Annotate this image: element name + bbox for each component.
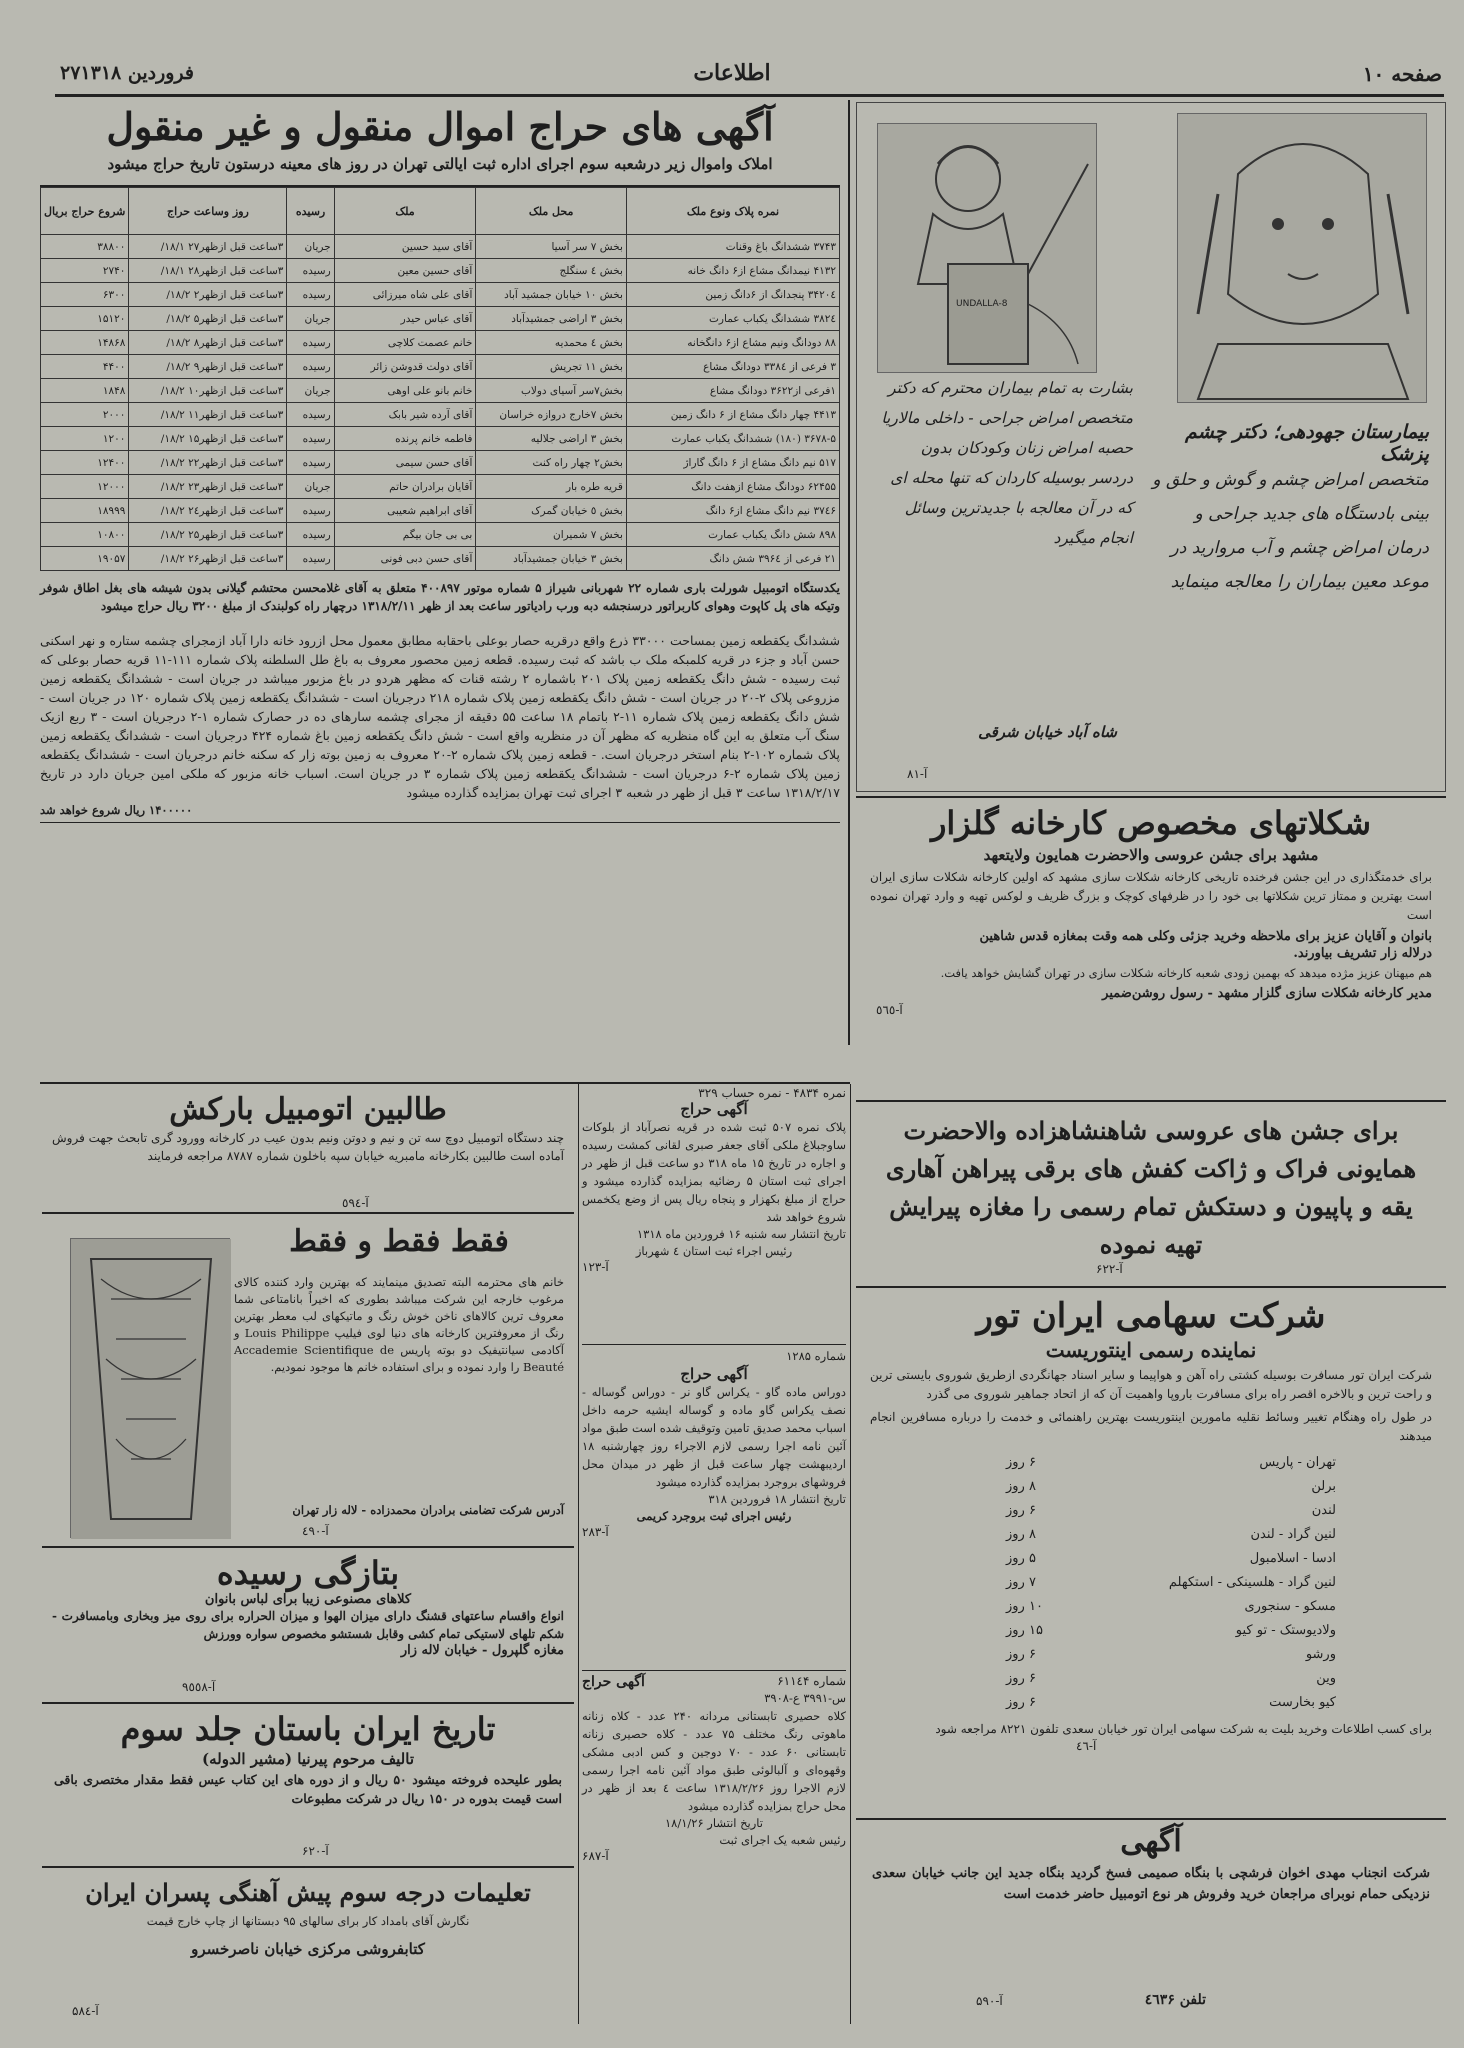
cell-price: ۳۸۸۰۰ — [41, 235, 129, 259]
auction-6114-title: آگهی حراج — [582, 1674, 645, 1690]
auction-row — [41, 547, 840, 571]
cell-location: بخش ۷ شمیران — [476, 523, 627, 547]
cell-owner: فاطمه خانم پرنده — [334, 427, 476, 451]
route-list — [1006, 1450, 1336, 1714]
route-row — [1006, 1690, 1336, 1714]
cell-plate: ۵۱۷ نیم دانگ مشاع از ۶ دانگ گاراژ — [626, 451, 839, 475]
cell-date: ۳ساعت قبل ازظهر۲ ۱۸/۲/ — [129, 283, 287, 307]
auction-329 — [582, 1086, 846, 1342]
route-days: ۷ روز — [1006, 1574, 1036, 1590]
route-days: ۶ روز — [1006, 1502, 1036, 1518]
cell-location: بخش ۳ اراضی جلالیه — [476, 427, 627, 451]
cell-price: ۶۳۰۰ — [41, 283, 129, 307]
wedding-ad — [856, 1100, 1446, 1282]
cell-plate: ۳۷٤۶ نیم دانگ مشاع از۶ دانگ — [626, 499, 839, 523]
cell-date: ۳ساعت قبل ازظهر۲۸ ۱۸/۱/ — [129, 259, 287, 283]
chocolate-line3: درلاله زار تشریف بیاورند. — [1293, 946, 1432, 961]
chocolate-ad — [856, 796, 1446, 1096]
cell-status: رسیده — [287, 523, 334, 547]
cell-location: بخش۲ چهار راه کنت — [476, 451, 627, 475]
auction-row — [41, 355, 840, 379]
cell-owner: آقای حسن دبی فونی — [334, 547, 476, 571]
cell-status: رسیده — [287, 283, 334, 307]
auction-6114-date: تاریخ انتشار ۱۸/۱/۲۶ — [664, 1816, 764, 1830]
cell-owner: خانم بانو علی اوهی — [334, 379, 476, 403]
cell-price: ۱۸۴۸ — [41, 379, 129, 403]
auction-row — [41, 451, 840, 475]
col-price: شروع حراج بریال — [41, 188, 129, 235]
auction-row — [41, 523, 840, 547]
cell-date: ۳ساعت قبل ازظهر۵ ۱۸/۲/ — [129, 307, 287, 331]
route-row — [1006, 1642, 1336, 1666]
route-row — [1006, 1666, 1336, 1690]
cell-location: بخش ۳ خیابان جمشیدآباد — [476, 547, 627, 571]
route-days: ۱۰ روز — [1006, 1598, 1043, 1614]
cell-plate: ۴۱۳۲ نیمدانگ مشاع از۶ دانگ خانه — [626, 259, 839, 283]
fashion-line2: انواع واقسام ساعتهای قشنگ دارای میزان الهوا و میزان الحراره برای روی میز وبخاری وبامسافرت - شکم تلهای لاستیکی تمام کشی وقابل شستشو مخصوص سواره وورزش — [52, 1609, 564, 1641]
woman-device-illustration — [877, 123, 1097, 373]
route-days: ۶ روز — [1006, 1454, 1036, 1470]
auction-table-wrap — [40, 185, 840, 571]
cell-plate: ۳۶۷۸-۵ (۱۸۰) ششدانگ یکباب عمارت — [626, 427, 839, 451]
cell-price: ۱۴۸۶۸ — [41, 331, 129, 355]
auction-row — [41, 235, 840, 259]
route-row — [1006, 1522, 1336, 1546]
auction-table-body — [41, 235, 840, 571]
cell-plate: ۱فرعی از۳۶۲۲ دودانگ مشاع — [626, 379, 839, 403]
hospital-heading: بیمارستان جهودهی؛ دکتر چشم پزشک — [1185, 421, 1429, 465]
auction-329-body: پلاک نمره ۵۰۷ ثبت شده در قریه نصرآباد از بلوکات ساوجبلاغ ملکی آقای جعفر صبری لقانی کمشت رسیده و اجاره در تاریخ ۱۵ ماه ۳۱۸ دو ساعت قبل از ظهر در اجرای ثبت استان ۵ رضائیه بمزایده گذارده میشود و حراج از مبلغ بکهزار و پنجاه ریال پس از وضع یکخمس شروع خواهد شد — [582, 1120, 847, 1224]
col-location: محل ملک — [476, 188, 627, 235]
route-days: ۵ روز — [1006, 1550, 1036, 1566]
scout-book-title: تعلیمات درجه سوم پیش آهنگی پسران ایران — [85, 1878, 531, 1907]
col-date: روز وساعت حراج — [129, 188, 287, 235]
route-name: کیو بخارست — [1269, 1694, 1336, 1710]
cell-price: ۱۰۸۰۰ — [41, 523, 129, 547]
auction-329-num: نمره ۴۸۳۴ - نمره حساب ۳۲۹ — [698, 1086, 846, 1100]
fashion-ad-code: آ-٩٥٥٨ — [182, 1680, 216, 1694]
cell-location: بخش ٤ سنگلج — [476, 259, 627, 283]
device-label: UNDALLA-8 — [956, 299, 1008, 309]
cell-price: ۱۲۴۰۰ — [41, 451, 129, 475]
cell-status: رسیده — [287, 403, 334, 427]
route-name: مسکو - سنجوری — [1244, 1598, 1336, 1614]
auction-6114-body: کلاه حصیری تابستانی مردانه ۲۴۰ عدد - کلاه زنانه ماهوتی رنگ مختلف ۷۵ عدد - کلاه حصیری زنانه تابستانی ۶۰ عدد - ۷۰ دوجین و کس ادبی مشکی وقهوه‌ای و آلبالوئی طبق مواد آئین نامه اجرا رسمی لازم الاجرا روز ۱۳۱۸/۲/۲۶ ساعت ٤ بعد از ظهر در محل حراج بمزایده گذارده میشود — [582, 1709, 847, 1813]
land-auction-note: ششدانگ یکقطعه زمین بمساحت ۳۳۰۰۰ ذرع واقع درقریه حصار بوعلی باحقابه مطابق معمول محل ازرود خانه دارا آباد ازمجرای چشمه ستاره و نهر اسکنی حسن آباد و جزء در قریه کلمبکه ملک ب باشد که ثبت رسیده. قطعه زمین محصور معروف به باغ طل السلطنه پلاک شماره ۱۱۱-۱۱ قریه حصار بوعلی که ثبت رسیده - شش دانگ یکقطعه زمین پلاک ۲۰۱ باشماره ۲ رشته قنات که مظهر هردو در باغ مزبور میباشد در جریان است - ششدانگ یکقطعه زمین مزروعی پلاک ۲-۲۰ در جریان است - شش دانگ یکقطعه زمین پلاک شماره ۲۱۸ درجریان است - ششدانگ یکقطعه زمین پلاک شماره ۱۲۰ در جریان است - شش دانگ یکقطعه زمین پلاک شماره ۱۱-۲ باتمام ۱۸ ساعت ۵۵ دقیقه از مجرای چشمه سارهای ده در حصارک شماره ۱-۲ درجریان است - ۳ ربع ازیک سنگ آب متعلق به این گاه منظریه که مظهر آن در منظریه واقع است - شش دانگ یکقطعه زمین باغ شماره ۴۲۴ درجریان است - ششدانگ یکقطعه زمین پلاک شماره ۱۰۲-۲ بنام استخر درجریان است. - قطعه زمین پلاک شماره ۲-۲۰ معروف به زمین بوته زار که سکنه خانم درجریان است - ششدانگ یکقطعه زمین پلاک شماره ۲-۶ درجریان است - ششدانگ یکقطعه زمین پلاک شماره ۳ در جریان است. اسباب خانه مزبور که ملکی امین جریان دارد در تاریخ ۱۳۱۸/۲/۱۷ ساعت ۳ قبل از ظهر در شعبه ۳ اجرای ثبت تهران بمزایده گذارده میشود — [40, 633, 841, 800]
truck-title: طالبین اتومبیل بارکش — [169, 1092, 447, 1127]
land-total: ۱۴۰۰۰۰۰ ریال شروع خواهد شد — [40, 803, 193, 817]
cell-price: ۱۸۹۹۹ — [41, 499, 129, 523]
cell-plate: ۸۹۸ شش دانگ یکباب عمارت — [626, 523, 839, 547]
route-name: لندن — [1311, 1502, 1336, 1518]
cell-date: ۳ساعت قبل ازظهر۱۵ ۱۸/۲/ — [129, 427, 287, 451]
route-name: لنین گراد - لندن — [1250, 1526, 1336, 1542]
cell-location: بخش۷سر آسیای دولاب — [476, 379, 627, 403]
cell-plate: ۳۷۴۳ ششدانگ باغ وقنات — [626, 235, 839, 259]
auction-6114-code: آ-۶۸۷ — [582, 1849, 609, 1863]
auction-6114-num: شماره ۶۱۱٤۴ — [777, 1674, 846, 1688]
cell-status: رسیده — [287, 451, 334, 475]
auction-128 — [582, 1348, 846, 1668]
fashion-ad — [42, 1546, 574, 1700]
route-days: ۶ روز — [1006, 1646, 1036, 1662]
route-days: ۱۵ روز — [1006, 1622, 1043, 1638]
col-owner: ملک — [334, 188, 476, 235]
cell-location: بخش ۷خارج دروازه خراسان — [476, 403, 627, 427]
scout-book-address: کتابفروشی مرکزی خیابان ناصرخسرو — [191, 1940, 425, 1958]
cell-status: رسیده — [287, 547, 334, 571]
cell-date: ۳ساعت قبل ازظهر۲۶ ۱۸/۲/ — [129, 547, 287, 571]
scout-book-ad — [42, 1866, 574, 2026]
auction-128-title: آگهی حراج — [680, 1365, 748, 1383]
page-number: صفحه ۱۰ — [1362, 62, 1442, 86]
cell-status: رسیده — [287, 355, 334, 379]
column-rule-bottom-right — [850, 1084, 851, 2024]
auction-row — [41, 499, 840, 523]
middle-divider-1 — [582, 1344, 846, 1345]
cosmetic-address: آدرس شرکت تضامنی برادران محمدزاده - لاله زار تهران — [292, 1503, 564, 1517]
cell-owner: آقای حسین معین — [334, 259, 476, 283]
notice-code: آ-۵۹۰ — [976, 1994, 1003, 2008]
auction-row — [41, 259, 840, 283]
route-row — [1006, 1618, 1336, 1642]
iran-tour-intro: در طول راه وهنگام تغییر وسائط نقلیه مامورین اینتوریست بهترین راهنمائی و خدمت را درباره مسافرین انجام میدهند — [870, 1410, 1432, 1443]
cell-location: بخش ۳ اراضی جمشیدآباد — [476, 307, 627, 331]
cell-price: ۲۰۰۰ — [41, 403, 129, 427]
cell-date: ۳ساعت قبل ازظهر۲۷ ۱۸/۱/ — [129, 235, 287, 259]
chocolate-title: شکلاتهای مخصوص کارخانه گلزار — [930, 804, 1372, 842]
scout-book-body: نگارش آقای بامداد کار برای سالهای ۹۵ دبستانها از چاپ خارج قیمت — [146, 1914, 470, 1928]
auction-subtitle: املاک واموال زیر درشعبه سوم اجرای اداره ثبت ایالتی تهران در روز های معینه درستون تاریخ حراج میشود — [107, 155, 773, 173]
auction-6114 — [582, 1674, 846, 2024]
iran-tour-ad — [856, 1286, 1446, 1814]
auction-row — [41, 379, 840, 403]
fashion-address: مغازه گلپرول - خیابان لاله زار — [400, 1643, 564, 1658]
hospital-ad-code: آ-۸۱ — [907, 767, 928, 781]
cell-plate: ۴۴۱۳ چهار دانگ مشاع از ۶ دانگ زمین — [626, 403, 839, 427]
notice-body: شرکت انجناب مهدی اخوان فرشچی با بنگاه صمیمی فسخ گردید بنگاه جدید این جانب خیابان سعدی نزدیکی حمام نوبرای مراجعان خرید وفروش هر نوع اتومبیل حاضر خدمت است — [872, 1866, 1430, 1902]
auction-table — [40, 187, 840, 571]
patient-head-svg — [1178, 114, 1428, 404]
route-row — [1006, 1450, 1336, 1474]
auction-row — [41, 475, 840, 499]
cell-status: جریان — [287, 235, 334, 259]
hospital-ad — [856, 102, 1446, 792]
auction-329-sign: رئیس اجراء ثبت استان ٤ شهرباز — [635, 1244, 793, 1258]
cell-location: بخش ۱۱ تجریش — [476, 355, 627, 379]
auction-header-row — [41, 188, 840, 235]
issue-date: ۲۷فروردین ۱۳۱۸ — [60, 62, 194, 84]
route-days: ۸ روز — [1006, 1526, 1036, 1542]
cell-location: قریه طره بار — [476, 475, 627, 499]
hospital-address: شاه آباد خیابان شرقی — [978, 723, 1117, 741]
scout-book-code: آ-۵۸٤ — [72, 2004, 99, 2018]
middle-divider-2 — [582, 1670, 846, 1671]
route-row — [1006, 1546, 1336, 1570]
history-book-body: بطور علیحده فروخته میشود ۵۰ ریال و از دوره های این کتاب عیس فقط مقدار مختصری باقی است قیمت بدوره در ۱۵۰ ریال در شرکت مطبوعات — [54, 1772, 562, 1806]
cell-price: ۱۹۰۵۷ — [41, 547, 129, 571]
column-rule-bottom-left — [578, 1084, 579, 2024]
route-row — [1006, 1474, 1336, 1498]
divider — [40, 822, 840, 823]
route-name: تهران - پاریس — [1259, 1454, 1336, 1470]
cell-status: جریان — [287, 475, 334, 499]
cell-price: ۱۲۰۰ — [41, 427, 129, 451]
lace-svg — [71, 1239, 231, 1539]
notice-title: آگهی — [1120, 1824, 1182, 1859]
auction-row — [41, 403, 840, 427]
iran-tour-title: شرکت سهامی ایران تور — [976, 1296, 1326, 1336]
auction-row — [41, 427, 840, 451]
cell-date: ۳ساعت قبل ازظهر۲۲ ۱۸/۲/ — [129, 451, 287, 475]
route-days: ۶ روز — [1006, 1670, 1036, 1686]
cell-owner: خانم عصمت کلاچی — [334, 331, 476, 355]
cell-price: ۴۴۰۰ — [41, 355, 129, 379]
auction-329-title: آگهی حراج — [680, 1100, 748, 1118]
history-book-title: تاریخ ایران باستان جلد سوم — [120, 1710, 496, 1748]
cell-location: بخش ٤ محمدیه — [476, 331, 627, 355]
cell-status: رسیده — [287, 331, 334, 355]
cosmetic-body: خانم های محترمه البته تصدیق مینمایند که بهترین وارد کننده کالای مرغوب خارجه این شرکت میباشد بطوری که اخیراً بانامتاعی شما معروف ترین کالاهای ناخن خوش رنگ و ماتیکهای لب معطر بهترین رنگ از معروفترین کارخانه های دنیا لوی فیلیپ Louis Philippe و آکادمی سیانتیفیک دو بوته پاریس Accademie Scientifique de Beauté را وارد نموده و برای استفاده خانم ها موجود نمودیم. — [234, 1275, 564, 1374]
history-book-ad — [42, 1702, 574, 1862]
auction-128-date: تاریخ انتشار ۱۸ فروردین ۳۱۸ — [708, 1492, 846, 1506]
hospital-text-right: متخصص امراض چشم و گوش و حلق و بینی بادستگاه های جدید جراحی و درمان امراض چشم و آب مروارید در موعد معین بیماران را معالجه مینماید — [1152, 470, 1429, 592]
woman-device-svg — [878, 124, 1098, 374]
patient-head-illustration — [1177, 113, 1427, 403]
cell-date: ۳ساعت قبل ازظهر۲٤ ۱۸/۲/ — [129, 499, 287, 523]
auction-128-body: دوراس ماده گاو - یکراس گاو نر - دوراس گوساله - نصف یکراس گاو ماده و گوساله ایشیه حرمه داخل اسباب محمد صدیق تامین وتوقیف شده است طبق مواد آئین نامه اجرا رسمی لازم الاجراء روز چهارشنبه ۱۸ اردیبهشت چهار ساعت قبل از ظهر در میدان محل فروشهای بروجرد بمزایده گذارده میشود — [582, 1385, 846, 1489]
col-status: رسیده — [287, 188, 334, 235]
cell-owner: آقای دولت قدوشن زائر — [334, 355, 476, 379]
column-rule-top — [848, 100, 850, 1045]
cell-location: بخش ۷ سر آسیا — [476, 235, 627, 259]
cosmetic-title: فقط فقط و فقط — [289, 1224, 509, 1259]
masthead-rule — [55, 94, 1444, 97]
route-row — [1006, 1570, 1336, 1594]
cell-plate: ۲۱ فرعی از ۳۹۶٤ شش دانگ — [626, 547, 839, 571]
chocolate-ad-code: آ-٥٦٥ — [876, 1003, 903, 1017]
cell-owner: آقای علی شاه میرزائی — [334, 283, 476, 307]
route-name: ولادیوستک - تو کیو — [1235, 1622, 1336, 1638]
auction-128-code: آ-۲۸۳ — [582, 1525, 609, 1539]
wedding-text: برای جشن های عروسی شاهنشاهزاده والاحضرت همایونی فراک و ژاکت کفش های برقی پیراهن آهاری یقه و پاپیون و دستکش تمام رسمی را مغازه پیرایش تهیه نموده — [885, 1116, 1417, 1259]
cell-owner: آقای ابراهیم شعیبی — [334, 499, 476, 523]
cosmetic-ad-code: آ-٤٩٠ — [302, 1524, 329, 1538]
auction-section — [40, 100, 840, 1080]
iran-tour-code: آ-٤٦ — [1076, 1739, 1097, 1753]
route-days: ۶ روز — [1006, 1694, 1036, 1710]
route-name: لنین گراد - هلسینکی - استکهلم — [1168, 1574, 1336, 1590]
chocolate-body: برای خدمتگذاری در این جشن فرخنده تاریخی کارخانه شکلات سازی مشهد که اولین کارخانه شکلات سازی ایران است بهترین و ممتاز ترین شکلاتها بی خود را در ظرفهای کوچک و بزرگ ظریف و لوکس تهیه و وارد تهران نموده است — [870, 870, 1432, 922]
truck-ad-code: آ-٥٩٤ — [342, 1196, 369, 1210]
auction-row — [41, 307, 840, 331]
cell-status: رسیده — [287, 499, 334, 523]
cell-plate: ۳ فرعی از ۳۳۸٤ دودانگ مشاع — [626, 355, 839, 379]
cell-status: جریان — [287, 379, 334, 403]
route-days: ۸ روز — [1006, 1478, 1036, 1494]
cosmetic-ad — [42, 1212, 574, 1542]
cell-status: رسیده — [287, 427, 334, 451]
cell-date: ۳ساعت قبل ازظهر۱۰ ۱۸/۲/ — [129, 379, 287, 403]
auction-row — [41, 283, 840, 307]
chocolate-signature: مدیر کارخانه شکلات سازی گلزار مشهد - رسول روشن‌ضمیر — [1102, 986, 1432, 1001]
truck-ad — [42, 1086, 574, 1210]
cell-owner: آقایان برادران حاتم — [334, 475, 476, 499]
route-name: برلن — [1311, 1478, 1336, 1494]
iran-tour-body: شرکت ایران تور مسافرت بوسیله کشتی راه آهن و هواپیما و سایر اسناد جهانگردی ازطریق شوروی بایستی ترین و راحت ترین و بالاخره اقصر راه برای مسافرت باروپا واهمیت آن که از اتحاد جماهیر شوروی می گذرد — [870, 1368, 1432, 1401]
auction-6114-sub: س-۳۹۹۱ ع-۳۹۰۸ — [764, 1691, 846, 1705]
cell-owner: آقای حسن سیمی — [334, 451, 476, 475]
cell-date: ۳ساعت قبل ازظهر۲۳ ۱۸/۲/ — [129, 475, 287, 499]
auction-329-date: تاریخ انتشار سه شنبه ۱۶ فروردین ماه ۱۳۱۸ — [637, 1227, 846, 1241]
cell-date: ۳ساعت قبل ازظهر۱۱ ۱۸/۲/ — [129, 403, 287, 427]
route-name: وین — [1316, 1670, 1336, 1686]
route-row — [1006, 1498, 1336, 1522]
history-book-author: تالیف مرحوم پیرنیا (مشیر الدوله) — [201, 1750, 414, 1768]
cell-plate: ۸۸ دودانگ ونیم مشاع از۶ دانگخانه — [626, 331, 839, 355]
auction-title: آگهی های حراج اموال منقول و غیر منقول — [106, 104, 774, 149]
cell-date: ۳ساعت قبل ازظهر۹ ۱۸/۲/ — [129, 355, 287, 379]
cell-status: رسیده — [287, 259, 334, 283]
cell-price: ۲۷۴۰ — [41, 259, 129, 283]
route-name: ورشو — [1305, 1646, 1336, 1662]
col-plate: نمره پلاک ونوع ملک — [626, 188, 839, 235]
notice-phone: تلفن ٤٦٣۶ — [1144, 1992, 1206, 2008]
cell-owner: آقای سید حسین — [334, 235, 476, 259]
chocolate-line4: هم میهنان عزیز مژده میدهد که بهمین زودی شعبه کارخانه شکلات سازی در تهران گشایش خواهد یافت. — [940, 966, 1432, 980]
history-book-code: آ-۶۲۰ — [302, 1844, 329, 1858]
wedding-ad-code: آ-۶۲۲ — [1096, 1262, 1123, 1276]
cell-location: بخش ۱۰ خیابان جمشید آباد — [476, 283, 627, 307]
route-row — [1006, 1594, 1336, 1618]
auction-329-head — [582, 1086, 846, 1100]
lace-illustration — [70, 1238, 230, 1538]
cell-price: ۱۵۱۲۰ — [41, 307, 129, 331]
cell-plate: ۶۲۴۵۵ دودانگ مشاع ازهفت دانگ — [626, 475, 839, 499]
cell-owner: بی بی جان بیگم — [334, 523, 476, 547]
car-auction-note: یکدستگاه اتومبیل شورلت باری شماره ۲۲ شهربانی شیراز ۵ شماره موتور ۴۰۰۸۹۷ متعلق به آقای غلامحسن محتشم گیلانی بدون شیشه های بغل اطاق شوفر وتیکه های پل کاپوت وهوای کاربراتور درسنجشه دبه ورب رادیاتور ساعت بعد از ظهر ۱۳۱۸/۲/۱۱ درچهار راه کولبندک از مبلغ ۳۲۰۰ ریال حراج میشود — [40, 581, 841, 613]
truck-body: چند دستگاه اتومبیل دوچ سه تن و نیم و دوتن ونیم بدون عیب در کارخانه وورود گری تابحث جهت فروش آماده است طالبین بکارخانه مامبریه خیابان سپه باخلون شماره ۸۷۸۷ مراجعه فرمایند — [52, 1131, 564, 1163]
auction-128-sign: رئیس اجرای ثبت بروجرد کریمی — [636, 1509, 792, 1523]
iran-tour-footer: برای کسب اطلاعات وخرید بلیت به شرکت سهامی ایران تور خیابان سعدی تلفون ۸۲۲۱ مراجعه شود — [935, 1722, 1432, 1736]
iran-tour-subtitle: نماینده رسمی اینتوریست — [1045, 1338, 1257, 1362]
route-name: ادسا - اسلامبول — [1249, 1550, 1336, 1566]
notice-ad — [856, 1818, 1446, 2018]
cell-plate: ۳۴۲۰٤ پنجدانگ از ۶دانگ زمین — [626, 283, 839, 307]
cell-plate: ۳۸۲٤ ششدانگ یکباب عمارت — [626, 307, 839, 331]
fashion-line1: کلاهای مصنوعی زیبا برای لباس بانوان — [204, 1592, 412, 1607]
cell-price: ۱۲۰۰۰ — [41, 475, 129, 499]
auction-6114-head — [582, 1674, 846, 1690]
auction-329-code: آ-۱۲۳ — [582, 1260, 609, 1274]
cell-owner: آقای آرده شیر بابک — [334, 403, 476, 427]
newspaper-title: اطلاعات — [693, 60, 771, 86]
cell-location: بخش ٥ خیابان گمرک — [476, 499, 627, 523]
cell-owner: آقای عباس حیدر — [334, 307, 476, 331]
chocolate-line2: بانوان و آقایان عزیز برای ملاحظه وخرید جزئی وکلی همه وقت بمغازه قدس شاهین — [979, 929, 1432, 944]
cell-date: ۳ساعت قبل ازظهر۸ ۱۸/۲/ — [129, 331, 287, 355]
auction-6114-sign: رئیس شعبه یک اجرای ثبت — [719, 1833, 846, 1847]
fashion-title: بتازگی رسیده — [216, 1554, 400, 1592]
chocolate-subtitle: مشهد برای جشن عروسی والاحضرت همایون ولایتعهد — [983, 846, 1319, 864]
auction-128-num: شماره ۱۲۸۵ — [786, 1349, 846, 1363]
middle-rule — [40, 1082, 850, 1084]
cell-status: جریان — [287, 307, 334, 331]
auction-row — [41, 331, 840, 355]
hospital-text-left: بشارت به تمام بیماران محترم که دکتر متخصص امراض جراحی - داخلی مالاریا حصبه امراض زنان وکودکان بدون دردسر بوسیله کاردان که تنها محله ای که در آن معالجه با جدیدترین وسائل انجام میگیرد — [881, 379, 1133, 547]
cell-date: ۳ساعت قبل ازظهر۲۵ ۱۸/۲/ — [129, 523, 287, 547]
